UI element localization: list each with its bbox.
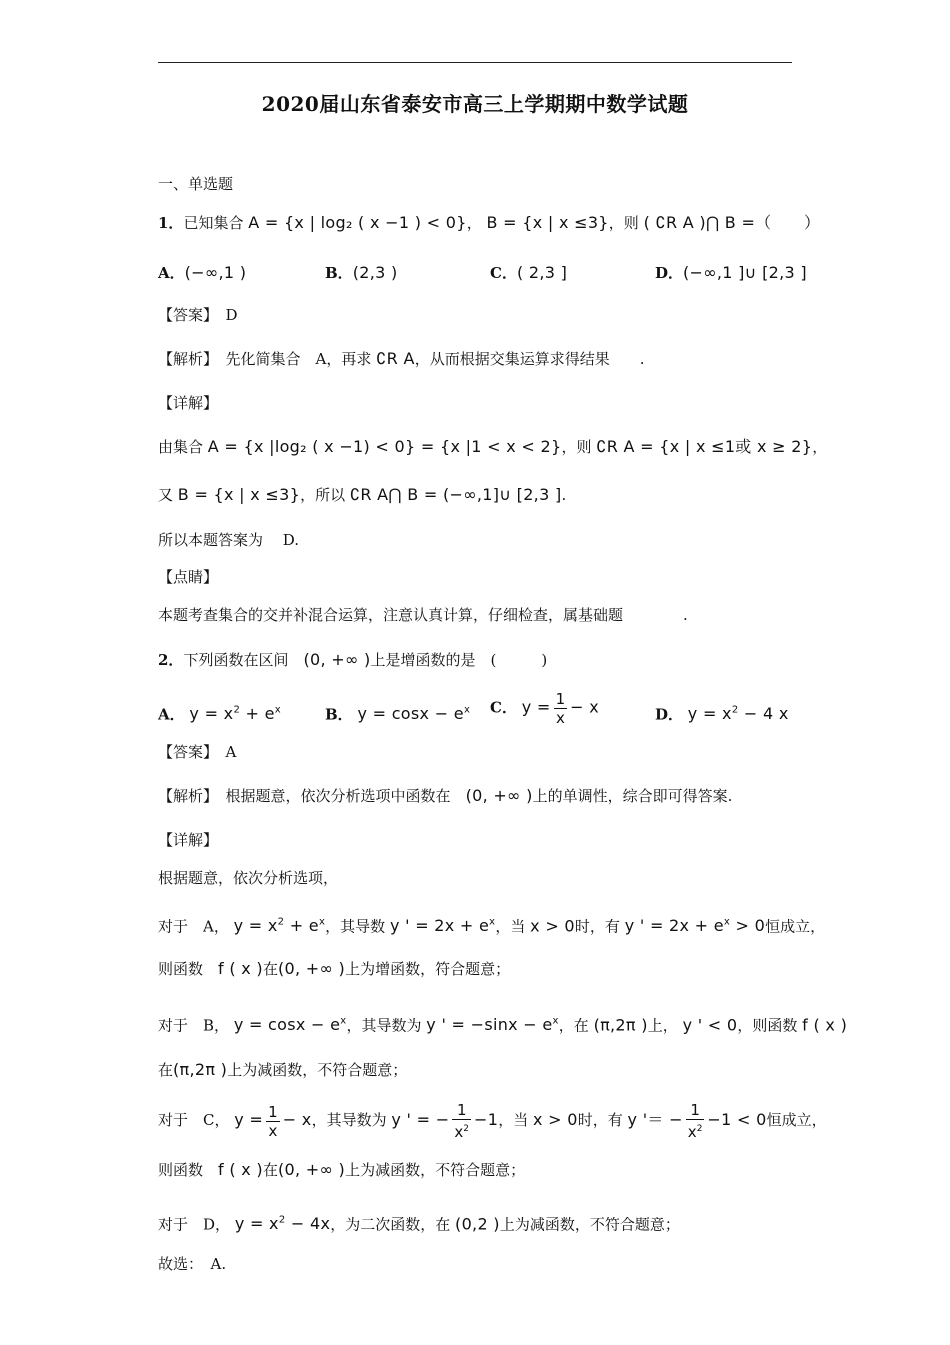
math-part: −1 < 0 [707,1110,767,1129]
detail-math: f ( x ) [218,1160,263,1179]
detail-text: 对于 A， [158,917,229,936]
q1-number: 1． [158,214,184,232]
detail-text: 时，有 [574,917,620,936]
detail-text: 时，有 [577,1111,623,1129]
q1-analysis [158,348,644,370]
math-exponent: 2 [696,1124,703,1134]
math-part: y ' = −sinx − e [426,1015,553,1035]
math-part: y = [234,1110,264,1129]
analysis-text: 先化简集合 A，再求 [225,350,372,368]
q1-stem [158,212,820,234]
detail-math [234,916,326,935]
detail-text: . [561,486,567,504]
math-exponent: x [274,705,281,716]
math-part: y '＝ − [627,1110,683,1129]
detail-math: x > 0 [530,916,575,936]
q2-detail-tag: 【详解】 [158,831,219,849]
q1-expression: ( ∁R A )⋂ B =（ ） [643,213,821,232]
option-value [357,704,470,723]
q2-stem-text: 下列函数在区间 [183,651,289,669]
q1-option-a [158,262,246,284]
math-part: y ' = 2x + e [624,916,724,936]
detail-math: f ( x ) [802,1015,848,1035]
q2-stem [158,649,547,671]
option-value [688,704,789,723]
q1-detail-tag: 【详解】 [158,394,219,412]
option-label: B． [325,705,353,724]
q2-option-d [655,700,789,725]
q1-set-a: A = {x | log₂ ( x −1 ) < 0} [248,213,467,232]
option-label: B． [325,264,353,282]
math-part: > 0 [730,916,766,936]
q2-detail-d-line [158,1210,680,1235]
q2-analysis [158,785,732,807]
analysis-math: ∁R A [376,349,415,368]
section-label: 一、单选题 [158,175,234,193]
detail-text: 恒成立， [766,1111,827,1129]
math-exponent: 2 [278,1215,286,1226]
fraction [554,690,568,727]
detail-math: (0, +∞ ) [278,1160,346,1179]
detail-math: (0, +∞ ) [278,959,346,978]
math-part: − x [570,697,600,717]
option-label: A． [158,264,185,282]
q1-comment-tag: 【点睛】 [158,568,219,586]
answer-value: A [225,743,237,761]
detail-text: ，其导数为 [346,1016,422,1035]
analysis-tag: 【解析】 [158,350,211,368]
detail-math [235,1214,330,1233]
q1-detail-line-2 [158,484,566,506]
q1-option-d [655,262,807,284]
detail-text: ，则 [561,438,592,456]
detail-math: B = {x | x ≤3} [177,485,301,504]
q2-option-a [158,700,281,725]
detail-math: x > 0 [533,1110,578,1129]
detail-text: ，其导数 [325,917,386,936]
math-part: y = [521,697,551,717]
detail-text: ，其导数为 [311,1111,387,1129]
math-part: y = x [189,704,234,724]
option-value: (2,3 ) [352,263,398,282]
fraction [686,1101,705,1141]
math-part: y ' = − [391,1110,450,1129]
math-part: − x [282,1110,312,1129]
q2-number: 2． [158,651,184,669]
answer-tag: 【答案】 [158,306,211,324]
q1-stem-text: 已知集合 [183,214,244,232]
analysis-math: (0, +∞ ) [465,786,533,805]
detail-math [390,916,495,935]
math-exponent: x [318,917,326,928]
detail-math: (0,2 ) [455,1214,500,1234]
math-part: − 4x [285,1214,331,1234]
detail-text: ，当 [498,1111,529,1129]
detail-text: 上为减函数，不符合题意； [345,1161,526,1179]
detail-text: ，当 [495,917,526,936]
fraction-numerator: 1 [452,1101,471,1120]
detail-text: 对于 B， [158,1016,230,1035]
page-title: 2020届山东省泰安市高三上学期期中数学试题 [261,92,689,116]
q1-option-b [325,262,398,284]
math-part: x [687,1123,697,1141]
detail-text: 上， [647,1016,678,1035]
q2-detail-c-line-1 [158,1101,827,1141]
detail-text: 恒成立， [765,917,826,936]
q1-detail-line-1 [158,436,827,458]
detail-text: 在 [262,1161,278,1179]
math-part: y = cosx − e [233,1015,341,1035]
q1-set-b: B = {x | x ≤3} [486,213,609,232]
detail-math [234,1015,347,1034]
q1-comment: 本题考查集合的交并补混合运算，注意认真计算，仔细检查，属基础题 . [158,606,688,624]
detail-math: (π,2π ) [593,1015,648,1035]
detail-math: ∁R A⋂ B = (−∞,1]∪ [2,3 ] [349,485,562,504]
q2-option-b [325,700,470,725]
detail-text: ，则函数 [737,1016,798,1035]
option-value: (−∞,1 ]∪ [2,3 ] [683,263,807,282]
math-exponent: 2 [731,705,739,716]
answer-tag: 【答案】 [158,743,211,761]
option-label: C． [490,698,517,717]
fraction-numerator: 1 [268,1102,278,1121]
q2-detail-a-line-2 [158,958,510,980]
analysis-text-end: 上的单调性，综合即可得答案. [532,787,733,805]
detail-text: ，所以 [300,486,346,504]
fraction-denominator: x [268,1121,278,1140]
detail-text: 则函数 [158,1161,204,1179]
answer-value: D [225,306,238,324]
detail-text: ，为二次函数，在 [330,1215,451,1234]
header-rule [158,62,792,63]
fraction-denominator [452,1120,471,1141]
fraction-denominator [686,1120,705,1141]
math-part: − 4 x [738,704,789,724]
fraction-denominator: x [555,709,565,727]
q1-option-c [490,262,567,284]
q1-sep: ， [466,214,482,232]
q1-detail-line-3: 所以本题答案为 D. [158,531,300,549]
q2-option-c [490,690,599,727]
detail-text: 则函数 [158,960,204,978]
math-exponent: 2 [463,1124,470,1134]
fraction-numerator: 1 [686,1101,705,1120]
fraction [452,1101,471,1141]
analysis-text: 根据题意，依次分析选项中函数在 [225,787,451,805]
math-exponent: x [489,917,496,928]
math-part: y = x [234,1214,279,1234]
math-part: x [454,1123,464,1141]
detail-text: 对于 D， [158,1215,231,1234]
math-part: y = x [687,704,732,724]
option-label: A． [158,705,185,724]
q2-conclusion: 故选： A. [158,1255,227,1273]
option-value: (−∞,1 ) [184,263,247,282]
math-exponent: x [463,705,471,716]
detail-math: ∁R A = {x | x ≤1或 x ≥ 2} [596,437,813,456]
detail-math: y ' < 0 [682,1015,738,1035]
option-value [189,704,281,723]
detail-text: 上为减函数，不符合题意； [499,1215,680,1234]
math-part: y = cosx − e [357,704,464,724]
math-part: + e [284,916,319,936]
q2-detail-intro: 根据题意，依次分析选项， [158,869,339,887]
q2-answer [158,741,236,763]
math-exponent: x [340,1016,347,1027]
analysis-text-end: ，从而根据交集运算求得结果 . [414,350,645,368]
q2-detail-c-line-2 [158,1159,525,1181]
option-label: D． [655,264,684,282]
math-exponent: 2 [277,917,285,928]
option-label: C． [490,264,517,282]
fraction-numerator: 1 [555,690,566,708]
detail-text: 又 [158,486,174,504]
q2-detail-b-line-1 [158,1011,847,1036]
detail-text: 在 [262,960,278,978]
q2-stem-end: 上是增函数的是 ( ) [370,651,548,669]
math-part: −1 [474,1110,499,1129]
analysis-tag: 【解析】 [158,787,211,805]
math-exponent: 2 [233,705,241,716]
math-exponent: x [723,917,731,928]
fraction [266,1103,280,1140]
math-part: + e [240,704,275,724]
detail-text: ，在 [558,1016,589,1035]
q1-then: ，则 [608,214,639,232]
q2-detail-a-line-1 [158,912,825,937]
q2-interval: (0, +∞ ) [303,650,371,669]
option-label: D． [655,705,684,724]
q2-detail-b-line-2 [158,1059,407,1081]
detail-math [625,916,765,935]
option-value: ( 2,3 ] [516,263,568,282]
math-exponent: x [552,1016,559,1027]
math-part: y = x [233,916,278,936]
detail-math: (π,2π ) [173,1060,228,1079]
q1-answer [158,304,238,326]
detail-text: 对于 C， [158,1111,230,1129]
detail-text: 由集合 [158,438,204,456]
detail-text: 在 [158,1061,174,1079]
detail-math: f ( x ) [218,959,263,978]
detail-text: ， [812,438,828,456]
math-part: y ' = 2x + e [389,916,490,936]
detail-text: 上为增函数，符合题意； [345,960,511,978]
detail-math: A = {x |log₂ ( x −1) < 0} = {x |1 < x < 2} [207,437,562,456]
detail-text: 上为减函数，不符合题意； [227,1061,408,1079]
detail-math [426,1015,558,1034]
